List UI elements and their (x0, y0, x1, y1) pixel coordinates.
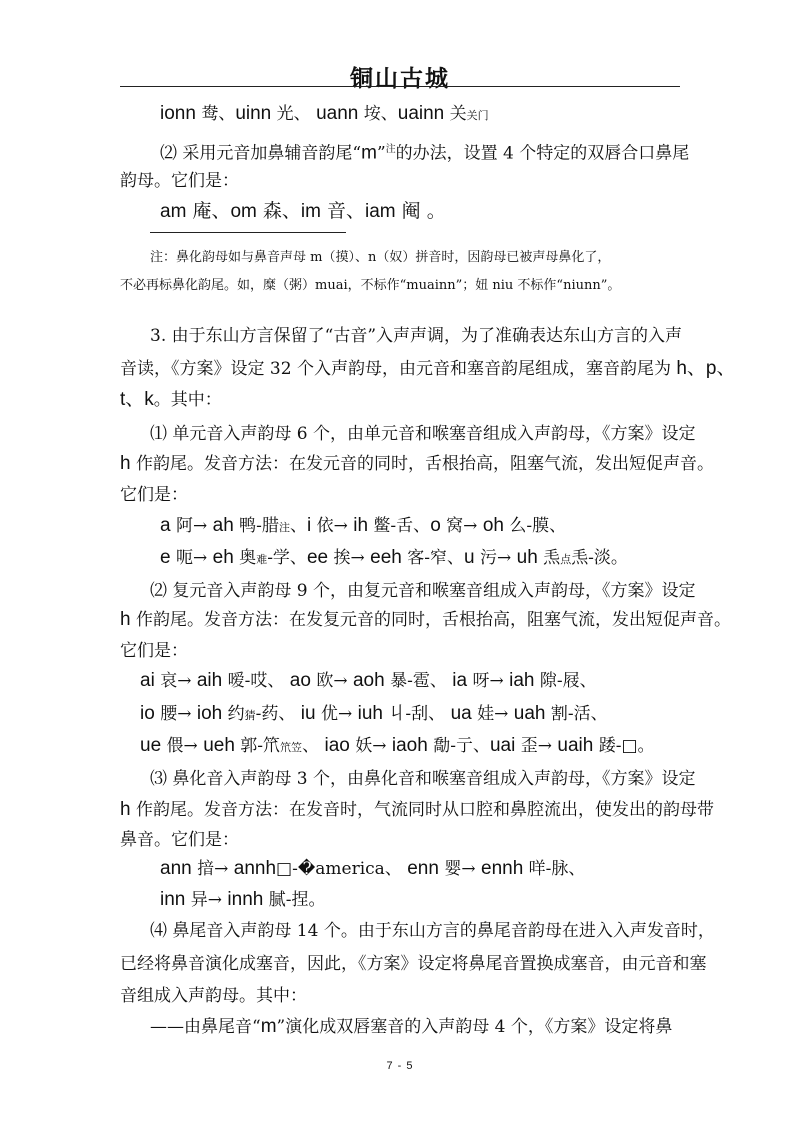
paragraph-line: 音组成入声韵母。其中： (120, 986, 307, 1006)
footnote-line: 注：鼻化韵母如与鼻音声母 m（摸）、n（奴）拼音时，因韵母已被声母鼻化了， (150, 250, 611, 265)
paragraph-line: ⑴ 单元音入声韵母 6 个，由单元音和喉塞音组成入声韵母，《方案》设定 (150, 424, 696, 444)
paragraph-line: h 作韵尾。发音方法：在发元音的同时，舌根抬高，阻塞气流，发出短促声音。 (120, 453, 714, 474)
paragraph-line: ——由鼻尾音“m”演化成双唇塞音的入声韵母 4 个，《方案》设定将鼻 (150, 1016, 673, 1037)
paragraph-line: h 作韵尾。发音方法：在发音时，气流同时从口腔和鼻腔流出，使发出的韵母带 (120, 799, 714, 820)
paragraph-line: ⑵ 采用元音加鼻辅音韵尾“m”$^注$的办法，设置 4 个特定的双唇合口鼻尾 (160, 142, 690, 164)
line-diphthong-finals: ai 哀→ aih 嗳-哎、 ao 欧→ aoh 暴-雹、 ia 呀→ iah 隙-屐、 (140, 670, 597, 691)
line-single-vowel-finals: e 呃→ eh 奥难-学、ee 挨→ eeh 客-窄、u 污→ uh 𤆬点𤆬-淡。 (160, 547, 628, 568)
paragraph-line: 它们是： (120, 641, 188, 661)
footnote-marker: 注 (385, 144, 396, 155)
page-number: 7 - 5 (386, 1060, 414, 1072)
paragraph-line: 韵母。它们是： (120, 171, 239, 191)
line-single-vowel-finals: a 阿→ ah 鸭-腊注、i 依→ ih 鳖-舌、o 窝→ oh 么-膜、 (160, 515, 567, 536)
footnote-line: 不必再标鼻化韵尾。如，糜（粥）muai，不标作“muainn”；妞 niu 不标作“niunn”。 (120, 278, 621, 293)
paragraph-line: ⑶ 鼻化音入声韵母 3 个，由鼻化音和喉塞音组成入声韵母，《方案》设定 (150, 769, 696, 789)
line-nasalized-finals: ann 揞→ annh□-�america、 enn 婴→ ennh 咩-脉、 (160, 858, 586, 879)
paragraph-line: 已经将鼻音演化成塞音，因此，《方案》设定将鼻尾音置换成塞音，由元音和塞 (120, 954, 707, 974)
paragraph-line: 3. 由于东山方言保留了“古音”入声声调，为了准确表达东山方言的入声 (150, 326, 683, 346)
paragraph-line: 音读，《方案》设定 32 个入声韵母，由元音和塞音韵尾组成，塞音韵尾为 h、p、 (120, 358, 736, 379)
footnote-rule (150, 232, 346, 233)
line-diphthong-finals: ue 偎→ ueh 郭-笊笊笠、 iao 妖→ iaoh 勪-亍、uai 歪→ uaih 踒-□。 (140, 735, 655, 756)
line-bilabial-finals: am 庵、om 森、im 音、iam 阉 。 (160, 200, 446, 222)
paragraph-line: ⑷ 鼻尾音入声韵母 14 个。由于东山方言的鼻尾音韵母在进入入声发音时， (150, 921, 715, 941)
line-nasal-finals: ionn 鸯、uinn 光、 uann 垵、uainn 关关门 (160, 103, 489, 124)
header-title: 铜山古城 (350, 65, 450, 92)
paragraph-line: t、k。其中： (120, 389, 222, 410)
header-rule (120, 86, 680, 87)
line-diphthong-finals: io 腰→ ioh 约猜-药、 iu 优→ iuh 丩-刮、 ua 娃→ uah 割-活、 (140, 703, 608, 724)
paragraph-line: 鼻音。它们是： (120, 830, 239, 850)
paragraph-line: 它们是： (120, 485, 188, 505)
line-nasalized-finals: inn 异→ innh 腻-捏。 (160, 889, 326, 910)
paragraph-line: h 作韵尾。发音方法：在发复元音的同时，舌根抬高，阻塞气流，发出短促声音。 (120, 609, 731, 630)
paragraph-line: ⑵ 复元音入声韵母 9 个，由复元音和喉塞音组成入声韵母，《方案》设定 (150, 581, 696, 601)
